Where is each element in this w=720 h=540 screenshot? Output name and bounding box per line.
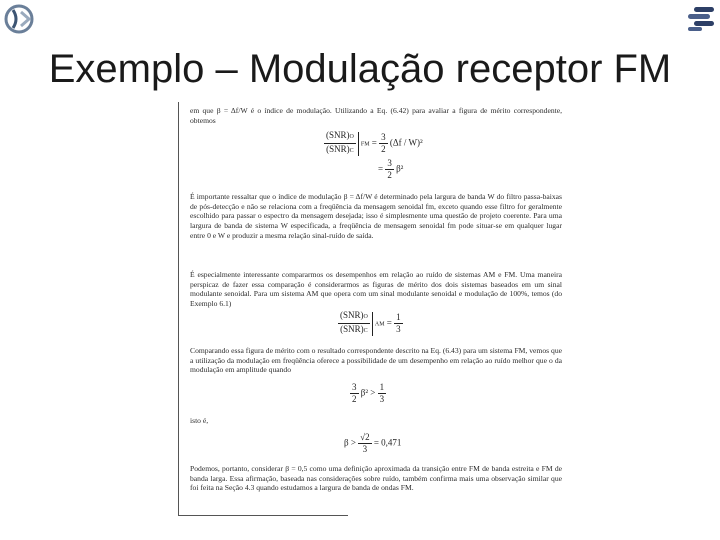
logo-left-icon (4, 4, 34, 34)
slide-title: Exemplo – Modulação receptor FM (48, 47, 672, 91)
paragraph-2: É importante ressaltar que o índice de modulação β = Δf/W é determinado pela largura de banda W do filtro passa-baixas de pós-detecção e não se relaciona com a freqüência da mensagem senoidal fm, exceto quando esse filtro for geralmente escolhido para passar o espectro da mensagem desejada; isso é simplesmente uma questão de projeto coerente. Para uma largura de banda de sistema W especificada, a freqüência de mensagem senoidal fm pode situar-se em qualquer lugar entre 0 e W e produzir a mesma relação sinal-ruído de saída. (190, 192, 562, 240)
equation-inequality: $\frac{3}{2}$ β² > $\frac{1}{3}$ (352, 382, 385, 404)
paragraph-4: Comparando essa figura de mérito com o resultado correspondente descrito na Eq. (6.43) para um sistema FM, vemos que a utilização da modulação em freqüência oferece a possibilidade de um desempenho em relação ao ruído melhor que o da modulação em amplitude quando (190, 346, 562, 375)
equation-snr-fm: $\frac{\text{(SNR)O}}{\text{(SNR)C}}$ FM = $\frac{3}{2}$ (Δf / W)² (326, 130, 423, 154)
page-bottom-rule (178, 515, 348, 516)
equation-beta-threshold: β > $\frac{√2}{3}$ = 0,471 (344, 432, 402, 454)
paragraph-5: isto é, (190, 416, 209, 425)
logo-right-icon (686, 6, 716, 32)
paragraph-6: Podemos, portanto, considerar β = 0,5 como uma definição aproximada da transição entre FM de banda estreita e FM de banda larga. Essa afirmação, baseada nas considerações sobre ruído, também confirma mais uma observação similar que foi feita na Seção 4.3 quando estudamos a largura de banda de ondas FM. (190, 464, 562, 493)
equation-snr-fm-line2: = $\frac{3}{2}$ β² (378, 158, 404, 180)
paragraph-1: em que β = Δf/W é o índice de modulação. Utilizando a Eq. (6.42) para avaliar a figura de mérito correspondente, obtemos (190, 106, 562, 125)
paragraph-3: É especialmente interessante compararmos os desempenhos em relação ao ruído de sistemas AM e FM. Uma maneira perspicaz de fazer essa comparação é considerarmos as figuras de mérito dos dois sistemas baseados em um sinal modulante senoidal. Para um sistema AM que opera com um sinal modulante senoidal e modulação de 100%, temos (do Exemplo 6.1) (190, 270, 562, 309)
page-margin-rule (178, 102, 179, 516)
equation-snr-am: $\frac{\text{(SNR)O}}{\text{(SNR)C}}$ AM = $\frac{1}{3}$ (340, 310, 401, 334)
scanned-textbook-page (178, 100, 570, 518)
